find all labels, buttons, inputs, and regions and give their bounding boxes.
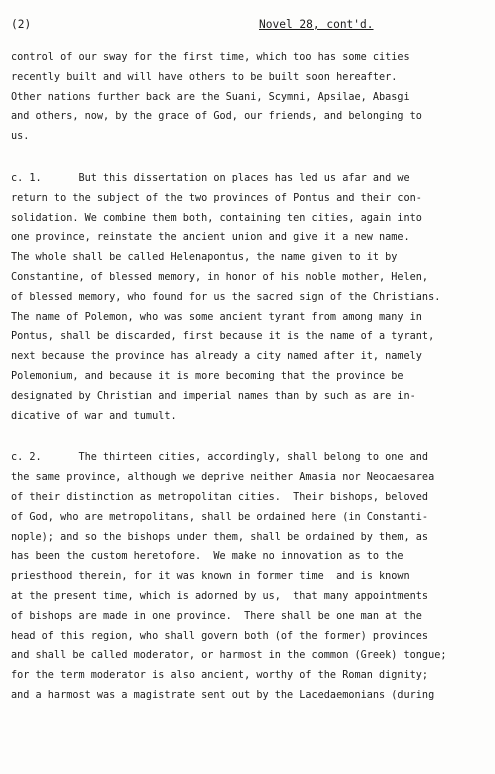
text-line: c. 2. The thirteen cities, accordingly, shall belong to one and (11, 452, 429, 464)
text-line: c. 1. But this dissertation on places has led us afar and we (11, 172, 410, 184)
text-line: solidation. We combine them both, containing ten cities, again into (11, 212, 422, 224)
text-line: has been the custom heretofore. We make no innovation as to the (11, 551, 404, 563)
text-line: and a harmost was a magistrate sent out by the Lacedaemonians (during (11, 689, 435, 701)
text-line: dicative of war and tumult. (11, 410, 177, 422)
text-line: Constantine, of blessed memory, in honor of his noble mother, Helen, (11, 271, 429, 283)
text-line: Other nations further back are the Suani, Scymni, Apsilae, Abasgi (11, 91, 410, 103)
text-line: head of this region, who shall govern both (of the former) provinces (11, 630, 429, 642)
text-line: next because the province has already a city named after it, namely (11, 351, 422, 363)
text-line: of bishops are made in one province. There shall be one man at the (11, 610, 422, 622)
text-line: one province, reinstate the ancient union and give it a new name. (11, 232, 410, 244)
page-header (11, 18, 481, 38)
text-line: and shall be called moderator, or harmost in the common (Greek) tongue; (11, 650, 447, 662)
paragraph-continuation (11, 48, 483, 147)
paragraph-chapter-2 (11, 448, 483, 705)
text-line: us. (11, 131, 30, 143)
text-line: of their distinction as metropolitan cities. Their bishops, beloved (11, 491, 429, 503)
text-line: nople); and so the bishops under them, shall be ordained by them, as (11, 531, 429, 543)
text-line: recently built and will have others to be built soon hereafter. (11, 71, 398, 83)
text-line: of God, who are metropolitans, shall be ordained here (in Constanti- (11, 511, 429, 523)
paragraph-gap (11, 147, 483, 169)
text-line: control of our sway for the first time, which too has some cities (11, 52, 410, 63)
paragraph-gap (11, 426, 483, 448)
text-line: and others, now, by the grace of God, our friends, and belonging to (11, 111, 422, 123)
text-line: of blessed memory, who found for us the sacred sign of the Christians. (11, 291, 441, 303)
text-line: at the present time, which is adorned by us, that many appointments (11, 590, 429, 602)
text-line: The whole shall be called Helenapontus, the name given to it by (11, 252, 398, 264)
text-line: Pontus, shall be discarded, first because it is the name of a tyrant, (11, 331, 435, 343)
text-line: Polemonium, and because it is more becoming that the province be (11, 370, 404, 382)
text-line: for the term moderator is also ancient, worthy of the Roman dignity; (11, 670, 429, 682)
text-line: The name of Polemon, who was some ancient tyrant from among many in (11, 311, 422, 323)
document-body (11, 48, 483, 706)
page-number: (2) (11, 18, 32, 31)
text-line: designated by Christian and imperial names than by such as are in- (11, 390, 416, 402)
text-line: return to the subject of the two provinces of Pontus and their con- (11, 192, 422, 204)
paragraph-chapter-1 (11, 169, 483, 426)
running-head: Novel 28, cont'd. (259, 18, 374, 31)
text-line: the same province, although we deprive neither Amasia nor Neocaesarea (11, 472, 435, 484)
text-line: priesthood therein, for it was known in former time and is known (11, 571, 410, 583)
